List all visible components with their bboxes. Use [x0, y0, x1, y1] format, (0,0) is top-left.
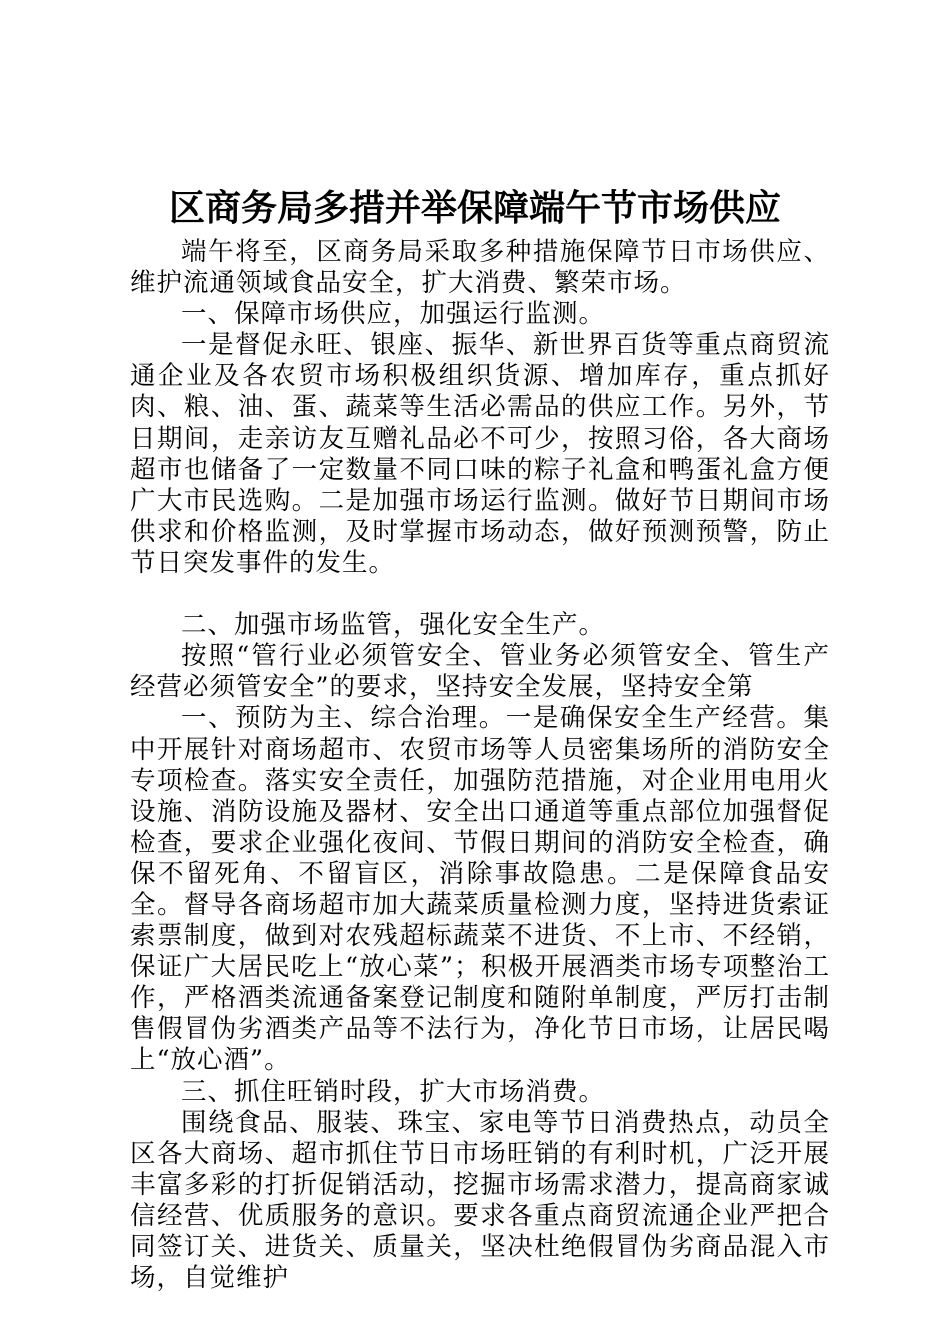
- document-body: [130, 237, 830, 1294]
- section-heading-3: 三、抓住旺销时段，扩大市场消费。: [181, 1076, 606, 1107]
- document-title: 区商务局多措并举保障端午节市场供应: [168, 187, 781, 229]
- paragraph-supply: 一是督促永旺、银座、振华、新世界百货等重点商贸流通企业及各农贸市场积极组织货源、增加库存，重点抓好肉、粮、油、蛋、蔬菜等生活必需品的供应工作。另外，节日期间，走亲访友互赠礼品必不可少，按照习俗，各大商场超市也储备了一定数量不同口味的粽子礼盒和鸭蛋礼盒方便广大市民选购。二是加强市场运行监测。做好节日期间市场供求和价格监测，及时掌握市场动态，做好预测预警，防止节日突发事件的发生。: [130, 330, 830, 578]
- paragraph-safety-intro: 按照“管行业必须管安全、管业务必须管安全、管生产经营必须管安全”的要求，坚持安全发展，坚持安全第: [130, 641, 830, 703]
- paragraph-intro: 端午将至，区商务局采取多种措施保障节日市场供应、维护流通领域食品安全，扩大消费、繁荣市场。: [130, 237, 830, 299]
- paragraph-consumption: 围绕食品、服装、珠宝、家电等节日消费热点，动员全区各大商场、超市抓住节日市场旺销的有利时机，广泛开展丰富多彩的打折促销活动，挖掘市场需求潜力，提高商家诚信经营、优质服务的意识。要求各重点商贸流通企业严把合同签订关、进货关、质量关，坚决杜绝假冒伪劣商品混入市场，自觉维护: [130, 1107, 830, 1294]
- section-heading-1: 一、保障市场供应，加强运行监测。: [181, 299, 606, 330]
- section-heading-2: 二、加强市场监管，强化安全生产。: [181, 610, 606, 641]
- paragraph-safety: 一、预防为主、综合治理。一是确保安全生产经营。集中开展针对商场超市、农贸市场等人员密集场所的消防安全专项检查。落实安全责任，加强防范措施，对企业用电用火设施、消防设施及器材、安全出口通道等重点部位加强督促检查，要求企业强化夜间、节假日期间的消防安全检查，确保不留死角、不留盲区，消除事故隐患。二是保障食品安全。督导各商场超市加大蔬菜质量检测力度，坚持进货索证索票制度，做到对农残超标蔬菜不进货、不上市、不经销，保证广大居民吃上“放心菜”；积极开展酒类市场专项整治工作，严格酒类流通备案登记制度和随附单制度，严厉打击制售假冒伪劣酒类产品等不法行为，净化节日市场，让居民喝上“放心酒”。: [130, 703, 830, 1076]
